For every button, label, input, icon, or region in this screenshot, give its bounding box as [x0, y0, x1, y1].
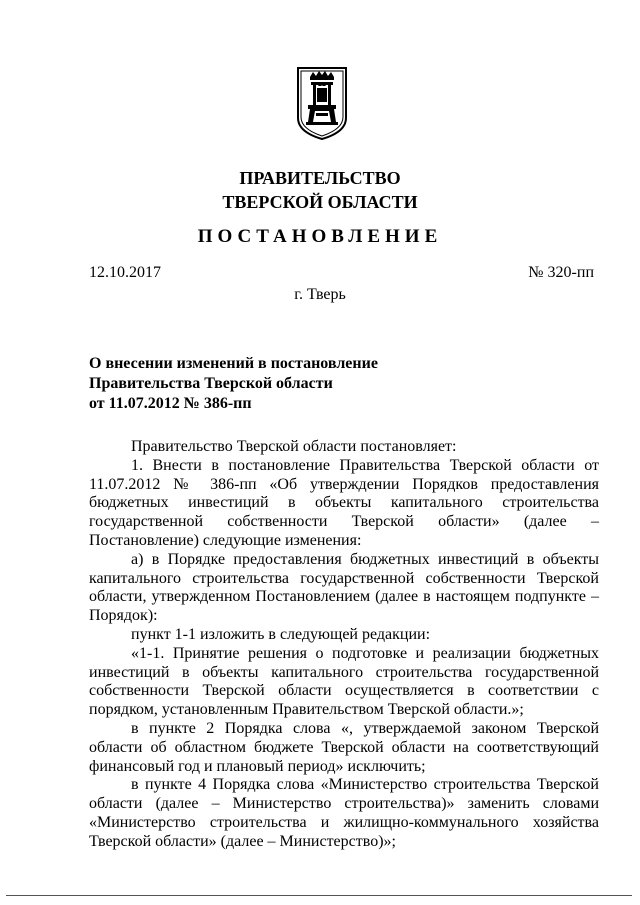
document-body	[89, 438, 599, 852]
body-paragraph: Правительство Тверской области постановляет:	[131, 438, 457, 455]
body-paragraph: пункт 1-1 изложить в следующей редакции:	[131, 625, 431, 643]
tver-coat-of-arms-icon	[296, 66, 348, 141]
document-subject	[89, 354, 378, 414]
subject-line2: Правительства Тверской области	[89, 375, 333, 392]
government-title-line2: ТВЕРСКОЙ ОБЛАСТИ	[222, 192, 418, 212]
page-bottom-rule	[6, 895, 632, 896]
body-paragraph: «1-1. Принятие решения о подготовке и реализации бюджетных инвестиций в объекты капитального строительства государственной собственности Тверской области осуществляется в соответствии с порядком, установленным Правительством Тверской области.»;	[89, 644, 599, 719]
subject-line1: О внесении изменений в постановление	[89, 355, 378, 372]
body-paragraph: в пункте 2 Порядка слова «, утверждаемой законом Тверской области об областном бюджете Тверской области на соответствующий финансовый год и плановый период» исключить;	[89, 719, 599, 775]
document-date: 12.10.2017	[89, 264, 161, 281]
document-number: № 320-пп	[528, 264, 594, 281]
body-paragraph: а) в Порядке предоставления бюджетных инвестиций в объекты капитального строительства государственной собственности Тверской области, утвержденном Постановлением (далее в настоящем подпункте – Порядок):	[89, 550, 599, 625]
government-title-line1: ПРАВИТЕЛЬСТВО	[239, 168, 401, 188]
subject-line3: от 11.07.2012 № 386-пп	[89, 395, 252, 412]
document-type-title: ПОСТАНОВЛЕНИЕ	[197, 226, 443, 247]
document-city: г. Тверь	[294, 286, 346, 303]
body-paragraph: в пункте 4 Порядка слова «Министерство строительства Тверской области (далее – Министерство строительства)» заменить словами «Министерство строительства и жилищно-коммунального хозяйства Тверской области» (далее – Министерство)»;	[89, 776, 599, 850]
body-paragraph: 1. Внести в постановление Правительства Тверской области от 11.07.2012 № 386-пп «Об утверждении Порядков предоставления бюджетных инвестиций в объекты капитального строительства государственной собственности Тверской области» (далее – Постановление) следующие изменения:	[89, 456, 599, 549]
